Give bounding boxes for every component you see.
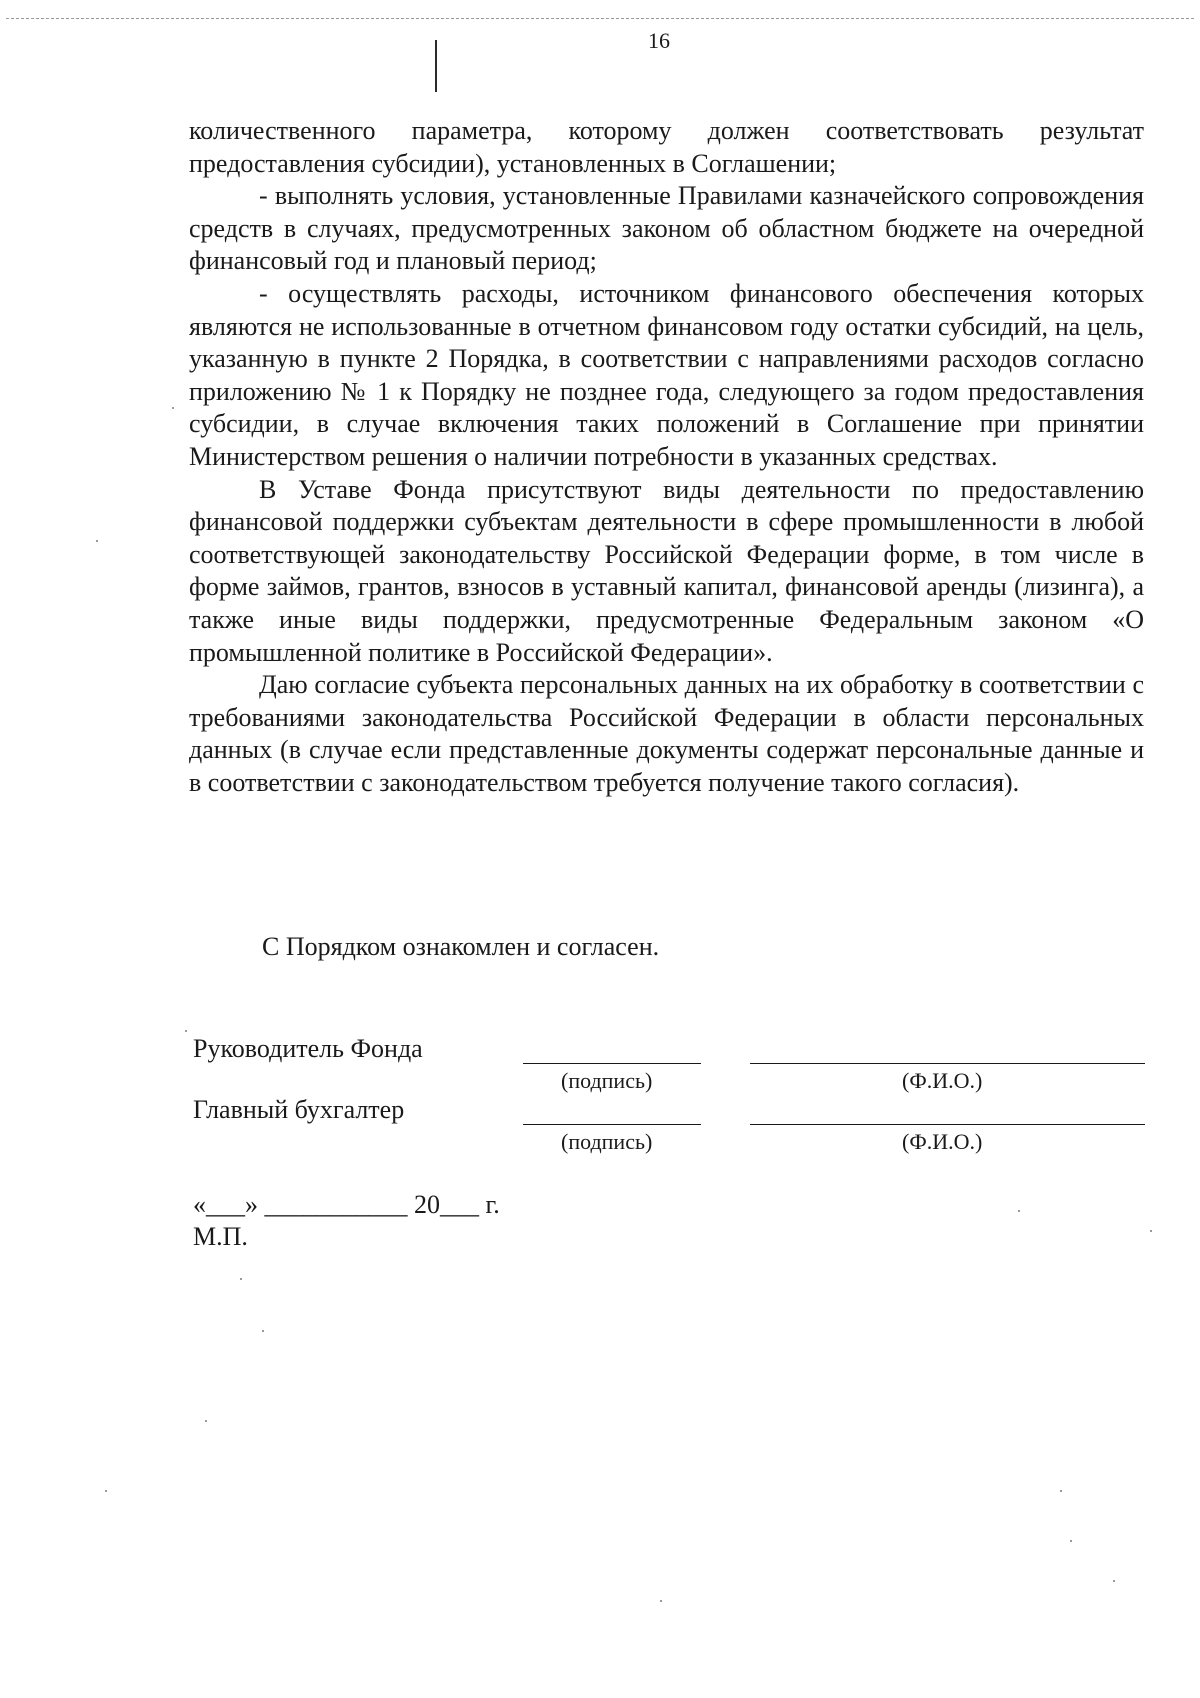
paragraph-4: В Уставе Фонда присутствуют виды деятельности по предоставлению финансовой поддержки субъектам деятельности в сфере промышленности в любой соответствующей законодательству Российской Федерации форме, в том числе в форме займов, грантов, взносов в уставный капитал, финансовой аренды (лизинга), а также иные виды поддержки, предусмотренные Федеральным законом «О промышленной политике в Российской Федерации». <box>189 474 1144 667</box>
page-number: 16 <box>648 28 670 53</box>
margin-mark <box>435 40 437 92</box>
name-line-head <box>750 1063 1145 1064</box>
scan-speck <box>240 1278 242 1280</box>
paragraph-2: - выполнять условия, установленные Правилами казначейского сопровождения средств в случаях, предусмотренных законом об областном бюджете на очередной финансовый год и плановый период; <box>189 181 1144 276</box>
signature-line-accountant <box>523 1124 701 1125</box>
paragraph-5: Даю согласие субъекта персональных данных на их обработку в соответствии с требованиями законодательства Российской Федерации в области персональных данных (в случае если представленные документы содержат персональные данные и в соответствии с законодательством требуется получение такого согласия). <box>189 670 1144 797</box>
acknowledgement: С Порядком ознакомлен и согласен. <box>262 932 660 961</box>
paragraph-1: количественного параметра, которому должен соответствовать результат предоставления субсидии), установленных в Соглашении; <box>189 116 1144 178</box>
name-caption-accountant: (Ф.И.О.) <box>902 1129 983 1154</box>
scan-speck <box>262 1330 264 1332</box>
signature-caption-accountant: (подпись) <box>561 1129 653 1154</box>
signer-role-accountant: Главный бухгалтер <box>193 1095 405 1124</box>
scan-speck <box>205 1420 207 1422</box>
scan-speck <box>105 1490 107 1492</box>
signature-caption-head: (подпись) <box>561 1068 653 1093</box>
name-line-accountant <box>750 1124 1145 1125</box>
scan-speck <box>1060 1490 1062 1492</box>
document-body <box>189 115 1144 799</box>
scan-speck <box>172 407 174 409</box>
stamp-place: М.П. <box>193 1222 248 1251</box>
scan-speck <box>96 540 98 542</box>
name-caption-head: (Ф.И.О.) <box>902 1068 983 1093</box>
signature-line-head <box>523 1063 701 1064</box>
date-line: «___» ___________ 20___ г. <box>193 1190 500 1219</box>
signer-role-head: Руководитель Фонда <box>193 1034 423 1063</box>
scan-speck <box>660 1600 662 1602</box>
scan-speck <box>1113 1580 1115 1582</box>
paragraph-3: - осуществлять расходы, источником финансового обеспечения которых являются не использованные в отчетном финансовом году остатки субсидий, на цель, указанную в пункте 2 Порядка, в соответствии с направлениями расходов согласно приложению № 1 к Порядку не позднее года, следующего за годом предоставления субсидии, в случае включения таких положений в Соглашение при принятии Министерством решения о наличии потребности в указанных средствах. <box>189 278 1144 471</box>
scan-border-line <box>6 18 1194 19</box>
scan-speck <box>185 1030 187 1032</box>
scan-speck <box>1070 1540 1072 1542</box>
scan-speck <box>1150 1230 1152 1232</box>
scan-speck <box>1018 1210 1020 1212</box>
